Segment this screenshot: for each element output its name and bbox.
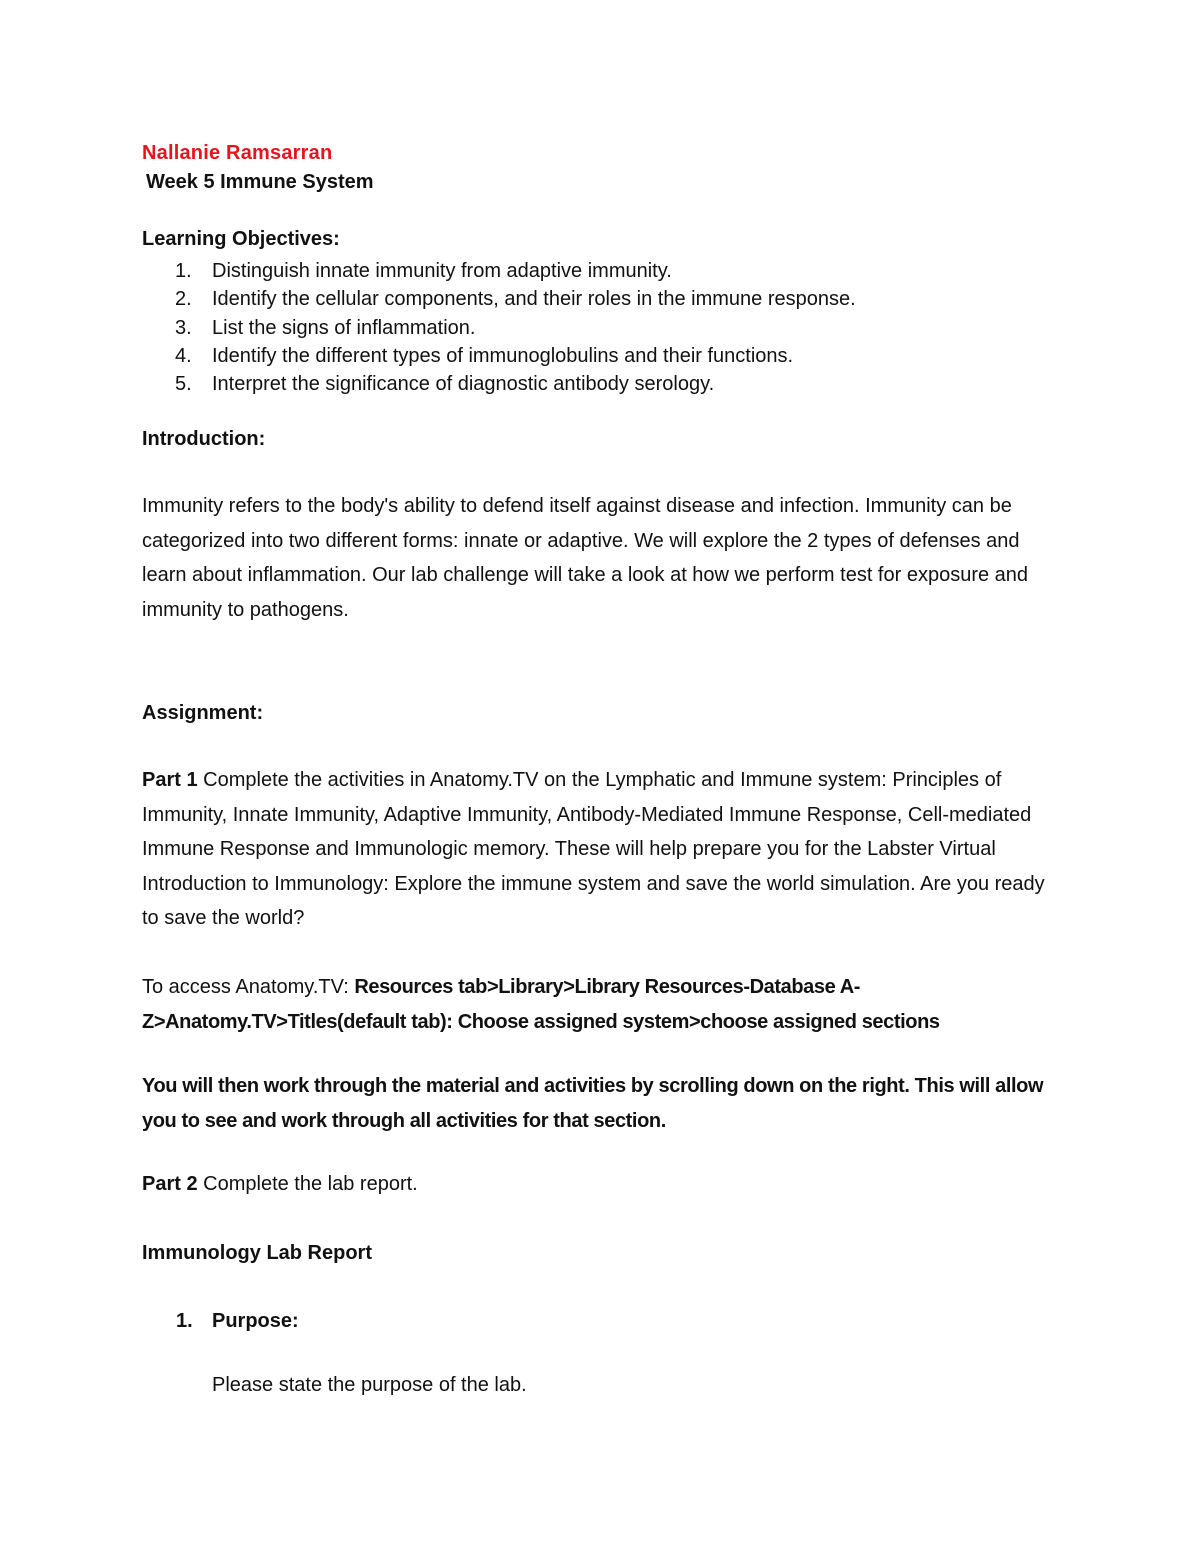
author-name: Nallanie Ramsarran [142,142,333,164]
list-number: 1. [175,260,192,282]
lab-report-heading: Immunology Lab Report [142,1242,372,1264]
list-number: 4. [175,344,192,367]
list-number: 5. [175,373,192,396]
list-item [175,314,856,342]
part2-paragraph [142,1173,418,1196]
item-prompt: Please state the purpose of the lab. [212,1374,527,1396]
access-paragraph [142,970,1062,1039]
lab-report-item [176,1310,299,1333]
access-prefix: To access Anatomy.TV: [142,976,355,998]
introduction-text: Immunity refers to the body's ability to defend itself against disease and infection. Immunity can be categorized into two different forms: innate or adaptive. We will explore the 2 types of defenses and learn about inflammation. Our lab challenge will take a look at how we perform test for exposure and immunity to pathogens. [142,495,1029,621]
list-item [175,285,856,313]
objectives-heading: Learning Objectives: [142,228,340,250]
list-item [175,370,856,398]
instruction-paragraph [142,1069,1062,1138]
item-number: 1. [176,1310,193,1332]
part1-label: Part 1 [142,769,198,791]
part1-text: Complete the activities in Anatomy.TV on the Lymphatic and Immune system: Principles of Immunity, Innate Immunity, Adaptive Immunity, Antibody-Mediated Immune Response, Cell-mediated Immune Response and Immunologic memory. These will help prepare you for the Labster Virtual Introduction to Immunology: Explore the immune system and save the world simulation. Are you ready to save the world? [142,769,1045,929]
part1-paragraph [142,763,1062,936]
list-item [175,257,856,285]
introduction-heading: Introduction: [142,428,266,450]
access-path: Resources tab>Library>Library Resources-Database A-Z>Anatomy.TV>Titles(default tab): Choose assigned system>choose assigned sections [142,976,940,1033]
list-item [175,342,856,370]
list-text: List the signs of inflammation. [212,316,476,339]
list-text: Distinguish innate immunity from adaptive immunity. [212,260,672,282]
list-text: Interpret the significance of diagnostic antibody serology. [212,373,715,396]
list-text: Identify the different types of immunoglobulins and their functions. [212,344,794,367]
item-label: Purpose: [212,1310,299,1332]
document-title: Week 5 Immune System [146,171,374,193]
introduction-body [142,489,1062,627]
assignment-heading: Assignment: [142,702,264,724]
list-text: Identify the cellular components, and their roles in the immune response. [212,288,856,311]
instruction-text: You will then work through the material and activities by scrolling down on the right. This will allow you to see and work through all activities for that section. [142,1075,1044,1132]
part2-label: Part 2 [142,1173,198,1195]
objectives-list [175,257,856,398]
list-number: 2. [175,288,192,311]
list-number: 3. [175,316,192,339]
part2-text: Complete the lab report. [197,1173,418,1195]
